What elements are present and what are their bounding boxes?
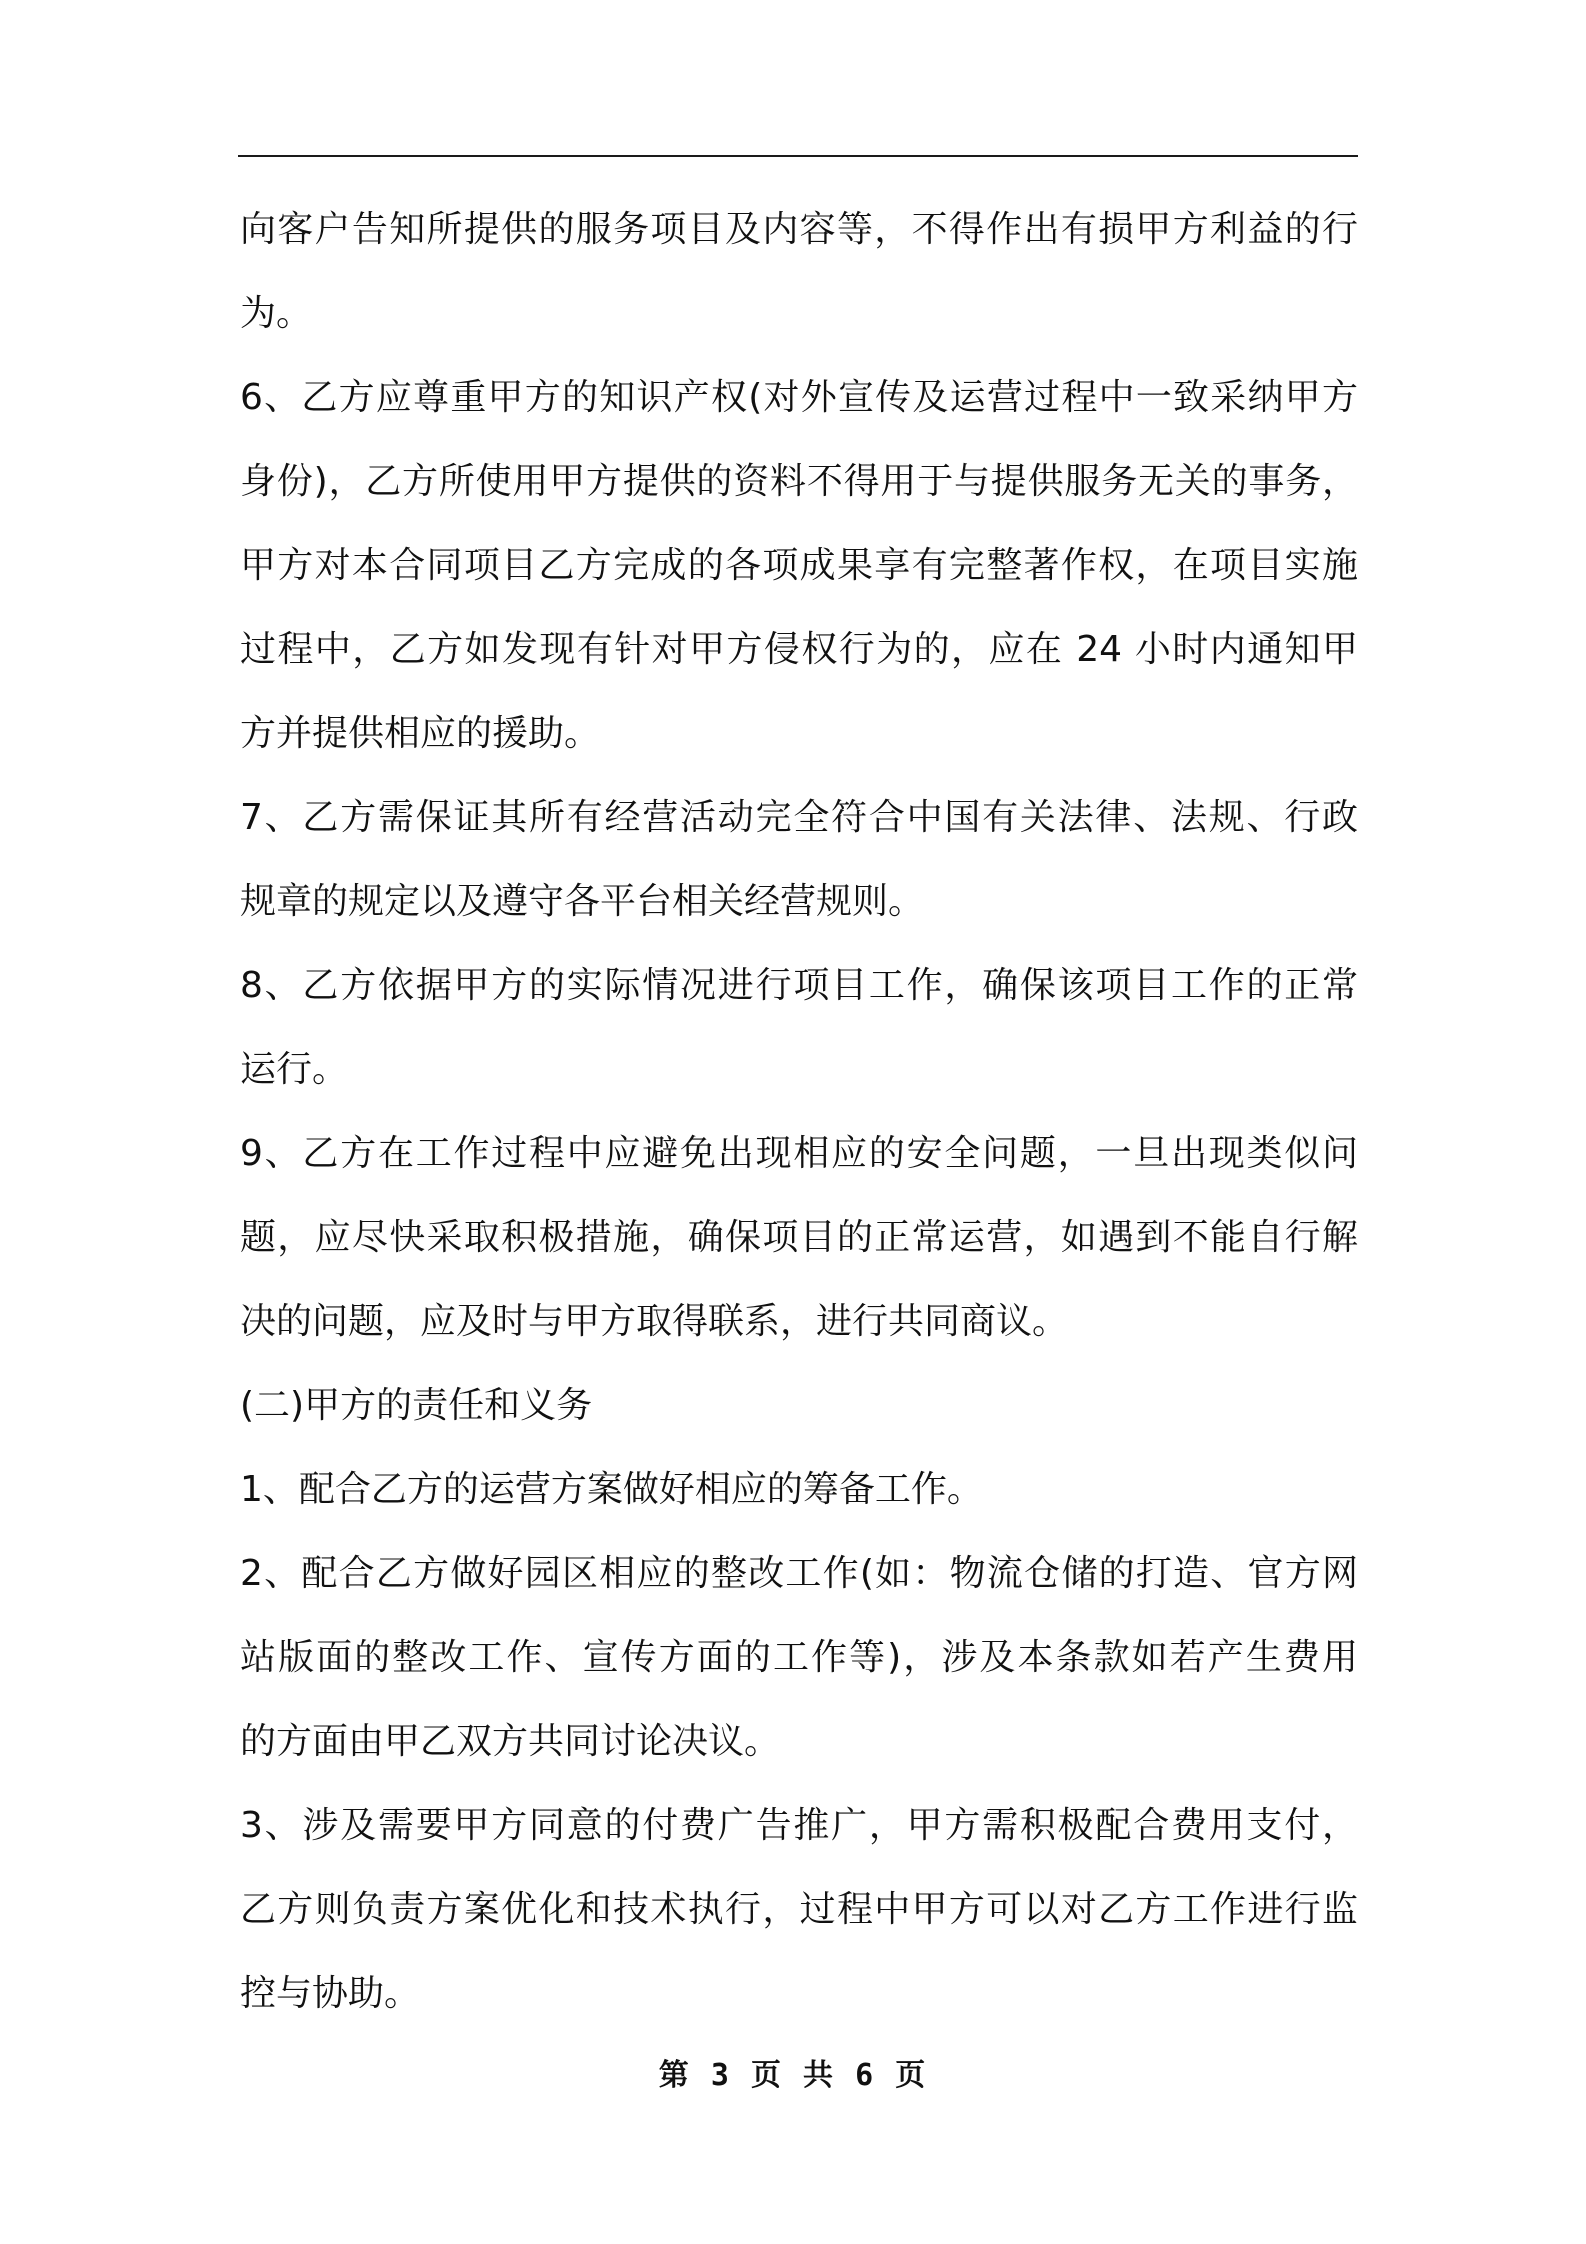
header-rule: [238, 155, 1358, 157]
text-line: 题，应尽快采取积极措施，确保项目的正常运营，如遇到不能自行解: [240, 1217, 1358, 1258]
text-line: 6、乙方应尊重甲方的知识产权(对外宣传及运营过程中一致采纳甲方: [240, 377, 1358, 418]
text-line: 为。: [240, 293, 313, 334]
text-line: 决的问题，应及时与甲方取得联系，进行共同商议。: [240, 1301, 1069, 1342]
text-line: 3、涉及需要甲方同意的付费广告推广，甲方需积极配合费用支付，: [240, 1805, 1358, 1846]
text-line: 方并提供相应的援助。: [240, 713, 601, 754]
page-number-footer: 第 3 页 共 6 页: [658, 2058, 928, 2093]
text-line: 的方面由甲乙双方共同讨论决议。: [240, 1721, 781, 1762]
text-line: 向客户告知所提供的服务项目及内容等，不得作出有损甲方利益的行: [240, 209, 1358, 250]
text-line: 过程中，乙方如发现有针对甲方侵权行为的，应在 24 小时内通知甲: [240, 629, 1358, 670]
text-line: 运行。: [240, 1049, 349, 1090]
text-line: 规章的规定以及遵守各平台相关经营规则。: [240, 881, 925, 922]
text-line: 1、配合乙方的运营方案做好相应的筹备工作。: [240, 1469, 983, 1510]
text-line: 8、乙方依据甲方的实际情况进行项目工作，确保该项目工作的正常: [240, 965, 1358, 1006]
text-line: 2、配合乙方做好园区相应的整改工作(如：物流仓储的打造、官方网: [240, 1553, 1358, 1594]
text-line: 身份)，乙方所使用甲方提供的资料不得用于与提供服务无关的事务，: [240, 461, 1358, 502]
text-line: 控与协助。: [240, 1973, 421, 2014]
text-line: 甲方对本合同项目乙方完成的各项成果享有完整著作权，在项目实施: [240, 545, 1358, 586]
text-line: 7、乙方需保证其所有经营活动完全符合中国有关法律、法规、行政: [240, 797, 1358, 838]
text-line: 站版面的整改工作、宣传方面的工作等)，涉及本条款如若产生费用: [240, 1637, 1358, 1678]
text-line: (二)甲方的责任和义务: [240, 1385, 593, 1426]
text-line: 9、乙方在工作过程中应避免出现相应的安全问题，一旦出现类似问: [240, 1133, 1358, 1174]
document-body: [240, 188, 1358, 2036]
text-line: 乙方则负责方案优化和技术执行，过程中甲方可以对乙方工作进行监: [240, 1889, 1358, 1930]
